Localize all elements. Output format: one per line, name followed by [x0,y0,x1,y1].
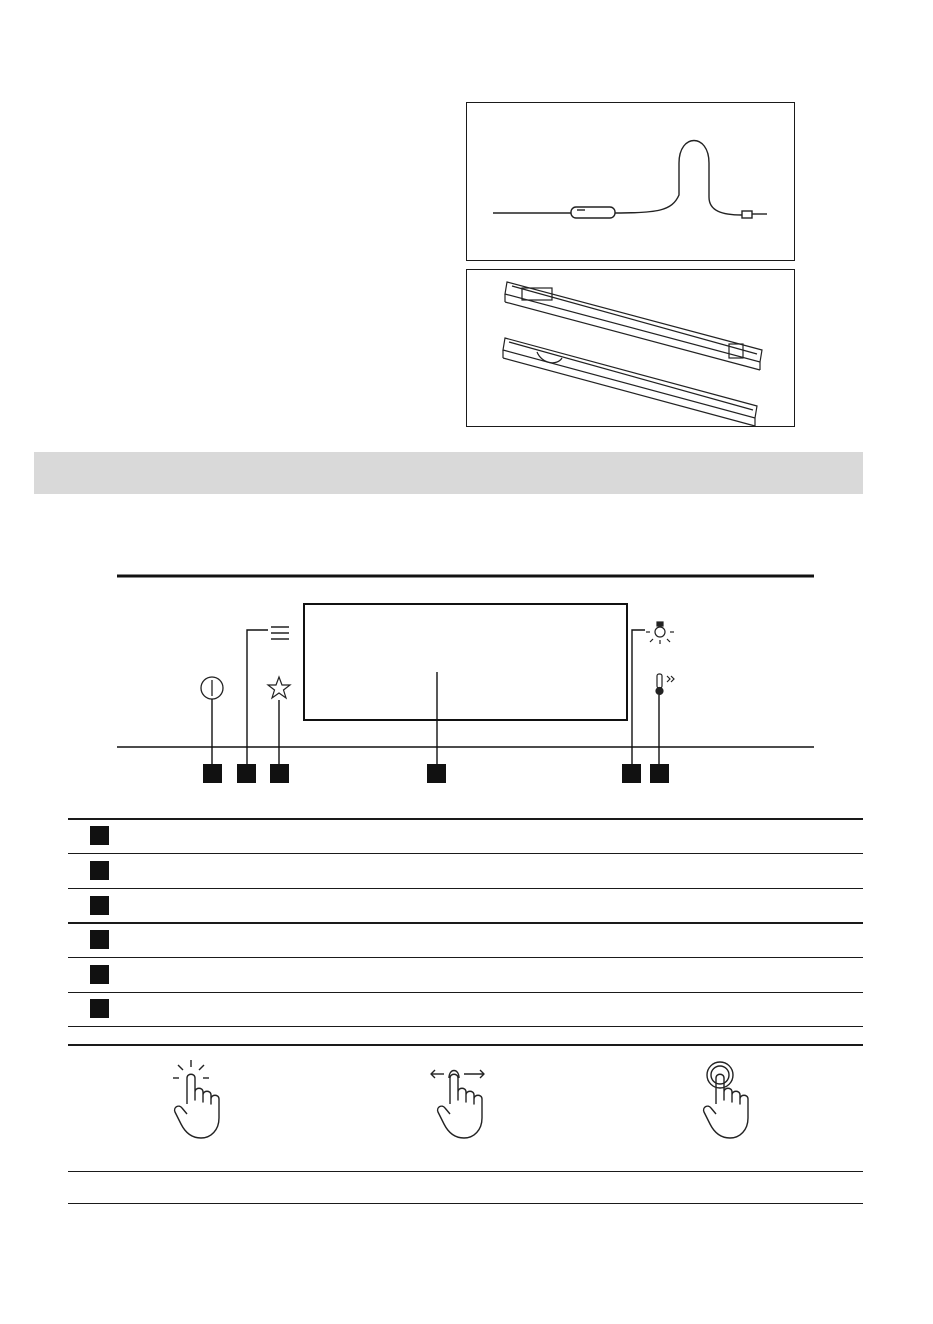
callout-1 [203,764,222,783]
legend-table-bottom [68,1026,863,1027]
press-hold-icon [694,1058,764,1142]
gesture-row-divider [68,1171,863,1172]
tap-icon [165,1058,235,1142]
telescopic-runners-image [467,270,796,428]
star-icon [268,677,290,698]
rails-accessory-panel [466,269,795,427]
legend-row-6-marker [90,999,109,1018]
control-panel-diagram [0,560,933,790]
legend-row-divider [68,957,863,958]
gesture-table-top [68,1044,863,1046]
section-header-bar [34,452,863,494]
legend-row-divider [68,853,863,854]
legend-row-divider [68,922,863,924]
callout-4 [427,764,446,783]
gesture-table-bottom [68,1203,863,1204]
legend-row-2-marker [90,861,109,880]
menu-icon [271,627,289,639]
display-screen [304,604,627,720]
legend-row-5-marker [90,965,109,984]
callout-3 [270,764,289,783]
power-icon [201,677,223,699]
legend-row-4-marker [90,930,109,949]
light-icon [646,622,674,644]
probe-accessory-panel [466,102,795,261]
slide-icon [428,1058,498,1142]
legend-row-3-marker [90,896,109,915]
legend-row-divider [68,888,863,889]
probe-icon [656,674,674,695]
callout-5 [622,764,641,783]
legend-row-1-marker [90,826,109,845]
legend-row-divider [68,992,863,993]
legend-table-top [68,818,863,820]
callout-2 [237,764,256,783]
core-temperature-probe-image [467,103,796,262]
callout-6 [650,764,669,783]
